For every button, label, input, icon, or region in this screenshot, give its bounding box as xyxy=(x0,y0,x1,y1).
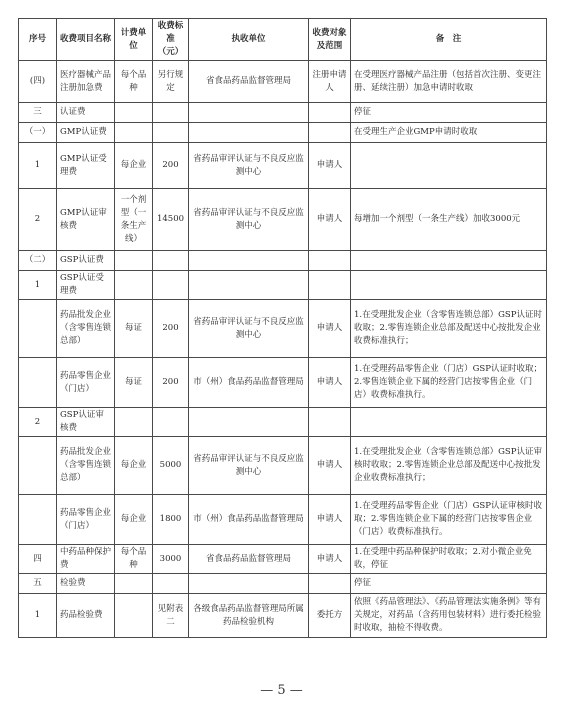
row-fee: 另行规定 xyxy=(153,61,189,103)
row-target: 申请人 xyxy=(309,437,351,495)
row-target xyxy=(309,251,351,271)
row-item-name: 药品零售企业（门店） xyxy=(57,495,115,545)
row-target: 申请人 xyxy=(309,358,351,408)
row-no: 四 xyxy=(19,545,57,574)
table-row xyxy=(19,545,547,574)
row-agency xyxy=(189,271,309,300)
row-item-name: GMP认证受理费 xyxy=(57,143,115,189)
table-row xyxy=(19,123,547,143)
row-no xyxy=(19,300,57,358)
row-note: 停征 xyxy=(351,103,547,123)
row-agency: 省药品审评认证与不良反应监测中心 xyxy=(189,189,309,251)
row-unit xyxy=(115,408,153,437)
row-note: 在受理生产企业GMP申请时收取 xyxy=(351,123,547,143)
header-agency: 执收单位 xyxy=(189,19,309,61)
table-row xyxy=(19,103,547,123)
row-target: 委托方 xyxy=(309,594,351,638)
row-unit: 每证 xyxy=(115,358,153,408)
row-fee: 1800 xyxy=(153,495,189,545)
header-note: 备 注 xyxy=(351,19,547,61)
row-fee: 200 xyxy=(153,143,189,189)
row-note: 1.在受理药品零售企业（门店）GSP认证时收取；2.零售连锁企业下属的经营门店按零售企业（门店）收费标准执行。 xyxy=(351,358,547,408)
row-item-name: 药品零售企业（门店） xyxy=(57,358,115,408)
row-target xyxy=(309,123,351,143)
row-note xyxy=(351,408,547,437)
row-target: 申请人 xyxy=(309,189,351,251)
header-fee: 收费标准（元） xyxy=(153,19,189,61)
row-fee: 3000 xyxy=(153,545,189,574)
row-item-name: 医疗器械产品注册加急费 xyxy=(57,61,115,103)
table-row xyxy=(19,358,547,408)
row-note xyxy=(351,143,547,189)
row-agency xyxy=(189,408,309,437)
row-item-name: 认证费 xyxy=(57,103,115,123)
row-target: 申请人 xyxy=(309,495,351,545)
row-note: 1.在受理药品零售企业（门店）GSP认证审核时收取；2.零售连锁企业下属的经营门店按零售企业（门店）收费标准执行。 xyxy=(351,495,547,545)
table-row xyxy=(19,61,547,103)
row-fee xyxy=(153,123,189,143)
table-row xyxy=(19,594,547,638)
row-agency xyxy=(189,251,309,271)
row-note: 每增加一个剂型（一条生产线）加收3000元 xyxy=(351,189,547,251)
row-agency: 市（州）食品药品监督管理局 xyxy=(189,358,309,408)
row-target: 申请人 xyxy=(309,143,351,189)
row-unit: 每个品种 xyxy=(115,545,153,574)
row-fee: 5000 xyxy=(153,437,189,495)
row-unit: 每企业 xyxy=(115,143,153,189)
row-agency: 省药品审评认证与不良反应监测中心 xyxy=(189,300,309,358)
row-note: 在受理医疗器械产品注册（包括首次注册、变更注册、延续注册）加急申请时收取 xyxy=(351,61,547,103)
row-target xyxy=(309,271,351,300)
row-no: 1 xyxy=(19,271,57,300)
row-target: 申请人 xyxy=(309,545,351,574)
row-agency: 省食品药品监督管理局 xyxy=(189,61,309,103)
row-fee xyxy=(153,103,189,123)
row-no: （二） xyxy=(19,251,57,271)
row-no: 五 xyxy=(19,574,57,594)
row-no: 1 xyxy=(19,594,57,638)
row-agency: 市（州）食品药品监督管理局 xyxy=(189,495,309,545)
header-row xyxy=(19,19,547,61)
row-target xyxy=(309,408,351,437)
row-unit: 每企业 xyxy=(115,495,153,545)
row-fee xyxy=(153,271,189,300)
row-note xyxy=(351,251,547,271)
row-unit xyxy=(115,574,153,594)
row-agency xyxy=(189,574,309,594)
row-unit xyxy=(115,594,153,638)
row-agency: 省食品药品监督管理局 xyxy=(189,545,309,574)
table-row xyxy=(19,271,547,300)
row-target xyxy=(309,574,351,594)
row-unit: 每证 xyxy=(115,300,153,358)
row-fee xyxy=(153,408,189,437)
row-no xyxy=(19,358,57,408)
row-unit xyxy=(115,271,153,300)
table-row xyxy=(19,574,547,594)
row-agency: 省药品审评认证与不良反应监测中心 xyxy=(189,437,309,495)
table-row xyxy=(19,495,547,545)
row-item-name: GSP认证受理费 xyxy=(57,271,115,300)
row-item-name: GSP认证费 xyxy=(57,251,115,271)
row-agency xyxy=(189,123,309,143)
row-unit xyxy=(115,103,153,123)
header-item-name: 收费项目名称 xyxy=(57,19,115,61)
row-fee: 见附表二 xyxy=(153,594,189,638)
row-target: 申请人 xyxy=(309,300,351,358)
row-item-name: GSP认证审核费 xyxy=(57,408,115,437)
row-item-name: GMP认证审核费 xyxy=(57,189,115,251)
row-note: 1.在受理批发企业（含零售连锁总部）GSP认证时收取；2.零售连锁企业总部及配送中心按批发企业收费标准执行； xyxy=(351,300,547,358)
row-unit: 每企业 xyxy=(115,437,153,495)
row-unit: 一个剂型（一条生产线） xyxy=(115,189,153,251)
table-row xyxy=(19,251,547,271)
row-no: 1 xyxy=(19,143,57,189)
row-no: （一） xyxy=(19,123,57,143)
row-agency xyxy=(189,103,309,123)
row-no: 三 xyxy=(19,103,57,123)
row-item-name: 药品检验费 xyxy=(57,594,115,638)
row-no xyxy=(19,495,57,545)
row-fee xyxy=(153,574,189,594)
table-row xyxy=(19,189,547,251)
row-unit xyxy=(115,251,153,271)
table-row xyxy=(19,437,547,495)
row-no: (四) xyxy=(19,61,57,103)
header-unit: 计费单位 xyxy=(115,19,153,61)
row-fee: 200 xyxy=(153,358,189,408)
row-agency: 省药品审评认证与不良反应监测中心 xyxy=(189,143,309,189)
header-target: 收费对象及范围 xyxy=(309,19,351,61)
row-note: 1.在受理中药品种保护时收取；2.对小微企业免收，停征 xyxy=(351,545,547,574)
row-no: 2 xyxy=(19,408,57,437)
row-item-name: 检验费 xyxy=(57,574,115,594)
row-no xyxy=(19,437,57,495)
row-target xyxy=(309,103,351,123)
row-item-name: 药品批发企业（含零售连锁总部） xyxy=(57,437,115,495)
row-agency: 各级食品药品监督管理局所属药品检验机构 xyxy=(189,594,309,638)
row-unit xyxy=(115,123,153,143)
page-number: — 5 — xyxy=(260,683,303,698)
row-unit: 每个品种 xyxy=(115,61,153,103)
fee-table xyxy=(18,18,547,638)
table-row xyxy=(19,143,547,189)
row-item-name: 中药品种保护费 xyxy=(57,545,115,574)
row-fee: 14500 xyxy=(153,189,189,251)
row-fee xyxy=(153,251,189,271)
row-item-name: GMP认证费 xyxy=(57,123,115,143)
row-note: 1.在受理批发企业（含零售连锁总部）GSP认证审核时收取；2.零售连锁企业总部及配送中心按批发企业收费标准执行； xyxy=(351,437,547,495)
row-fee: 200 xyxy=(153,300,189,358)
table-row xyxy=(19,408,547,437)
row-no: 2 xyxy=(19,189,57,251)
row-item-name: 药品批发企业（含零售连锁总部） xyxy=(57,300,115,358)
row-note xyxy=(351,271,547,300)
row-target: 注册申请人 xyxy=(309,61,351,103)
table-row xyxy=(19,300,547,358)
row-note: 依照《药品管理法》、《药品管理法实施条例》等有关规定，对药品（含药用包装材料）进行委托检验时收取，抽检不得收费。 xyxy=(351,594,547,638)
header-no: 序号 xyxy=(19,19,57,61)
row-note: 停征 xyxy=(351,574,547,594)
